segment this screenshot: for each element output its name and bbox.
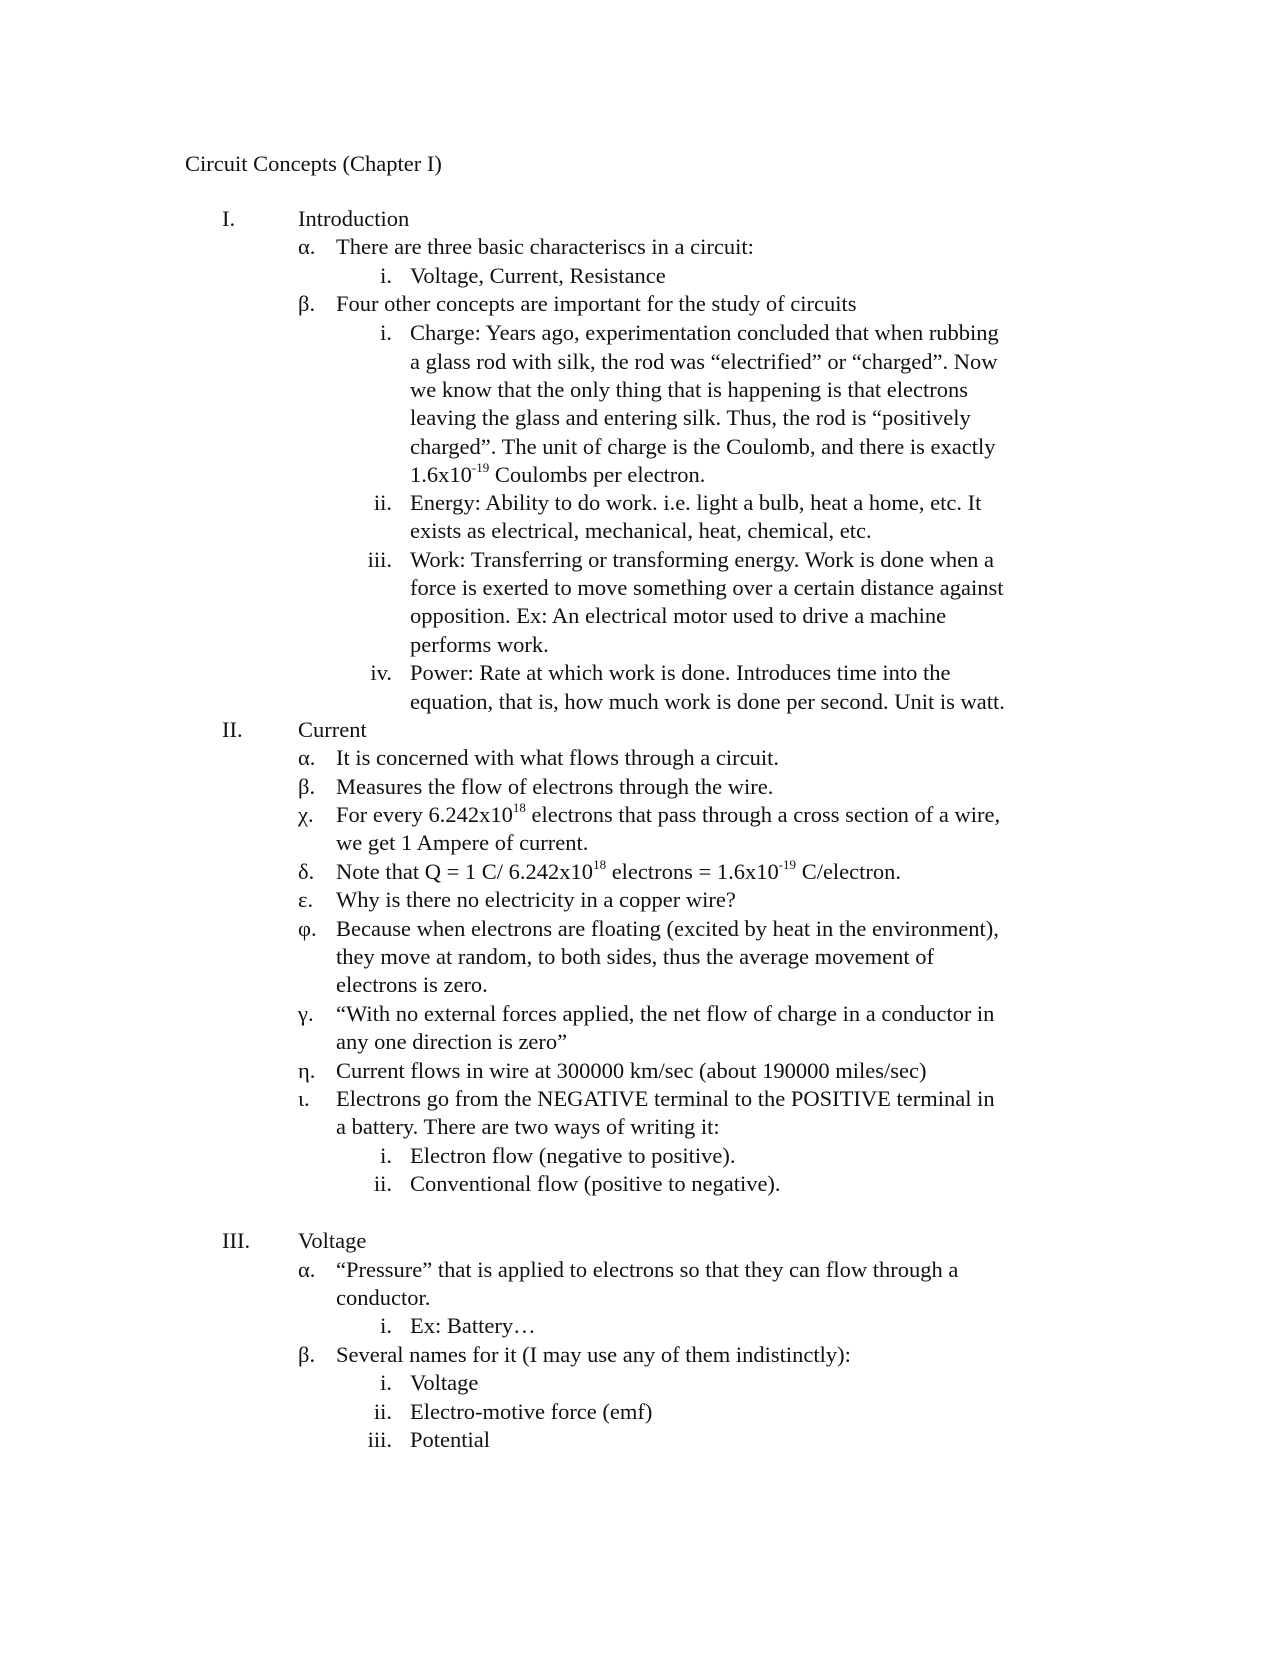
list-marker: α. [298, 234, 316, 259]
sublist-item-text: Voltage [410, 1370, 479, 1395]
formula-exponent: 18 [512, 799, 526, 815]
sublist-item-line [410, 461, 1100, 490]
sublist-item-text: Electro-motive force (emf) [410, 1399, 653, 1424]
list-marker: η. [298, 1058, 316, 1083]
formula-exponent: -19 [778, 856, 797, 872]
list-marker: β. [298, 291, 316, 316]
list-item-line: we get 1 Ampere of current. [336, 830, 589, 855]
sublist-marker: i. [380, 1370, 392, 1395]
sublist-item-text: Voltage, Current, Resistance [410, 263, 666, 288]
sublist-marker: i. [380, 1313, 392, 1338]
text-fragment: electrons that pass through a cross section of a wire, [525, 802, 1001, 827]
list-item-line: they move at random, to both sides, thus the average movement of [336, 944, 934, 969]
list-item-line [336, 858, 1096, 887]
list-item-line: Electrons go from the NEGATIVE terminal to the POSITIVE terminal in [336, 1086, 995, 1111]
sublist-item-text: Ex: Battery… [410, 1313, 536, 1338]
sublist-marker: iii. [367, 1427, 392, 1452]
list-marker: ι. [298, 1086, 310, 1111]
sublist-marker: iii. [367, 547, 392, 572]
sublist-marker: i. [380, 263, 392, 288]
section-heading: Introduction [298, 206, 410, 231]
sublist-item-line: equation, that is, how much work is done per second. Unit is watt. [410, 689, 1005, 714]
section-heading: Voltage [298, 1228, 367, 1253]
sublist-item-line: exists as electrical, mechanical, heat, chemical, etc. [410, 518, 872, 543]
sublist-item-line: performs work. [410, 632, 549, 657]
text-fragment: For every 6.242x10 [336, 802, 513, 827]
sublist-marker: i. [380, 320, 392, 345]
sublist-marker: i. [380, 1143, 392, 1168]
sublist-item-line: force is exerted to move something over a certain distance against [410, 575, 1004, 600]
sublist-item-line: Energy: Ability to do work. i.e. light a bulb, heat a home, etc. It [410, 490, 982, 515]
sublist-item-line: a glass rod with silk, the rod was “electrified” or “charged”. Now [410, 349, 998, 374]
section-numeral: III. [222, 1228, 251, 1253]
list-item-line: any one direction is zero” [336, 1029, 568, 1054]
sublist-item-line: charged”. The unit of charge is the Coulomb, and there is exactly [410, 434, 996, 459]
list-item-text: Measures the flow of electrons through the wire. [336, 774, 774, 799]
sublist-item-text: Electron flow (negative to positive). [410, 1143, 736, 1168]
list-item-line: conductor. [336, 1285, 431, 1310]
text-fragment: electrons = 1.6x10 [606, 859, 779, 884]
list-item-text: Four other concepts are important for the study of circuits [336, 291, 857, 316]
list-item-text: Why is there no electricity in a copper wire? [336, 887, 736, 912]
sublist-item-line: Power: Rate at which work is done. Introduces time into the [410, 660, 951, 685]
list-marker: α. [298, 1257, 316, 1282]
sublist-marker: ii. [373, 490, 392, 515]
list-item-text: Several names for it (I may use any of them indistinctly): [336, 1342, 851, 1367]
list-marker: χ. [298, 802, 314, 827]
list-marker: φ. [298, 916, 317, 941]
document-title: Circuit Concepts (Chapter I) [185, 151, 442, 176]
sublist-item-text: Potential [410, 1427, 490, 1452]
sublist-item-line: Work: Transferring or transforming energy. Work is done when a [410, 547, 994, 572]
section-numeral: I. [222, 206, 236, 231]
list-marker: β. [298, 774, 316, 799]
text-fragment: Note that Q = 1 C/ 6.242x10 [336, 859, 594, 884]
list-marker: β. [298, 1342, 316, 1367]
list-marker: γ. [298, 1001, 314, 1026]
list-item-text: It is concerned with what flows through a circuit. [336, 745, 780, 770]
list-item-line: “Pressure” that is applied to electrons so that they can flow through a [336, 1257, 959, 1282]
formula-base: 1.6x10 [410, 462, 472, 487]
list-marker: ε. [298, 887, 314, 912]
list-item-line: “With no external forces applied, the net flow of charge in a conductor in [336, 1001, 995, 1026]
list-marker: δ. [298, 859, 315, 884]
formula-rest: Coulombs per electron. [489, 462, 706, 487]
list-item-line: Because when electrons are floating (excited by heat in the environment), [336, 916, 999, 941]
list-marker: α. [298, 745, 316, 770]
list-item-line [336, 801, 1096, 830]
list-item-text: Current flows in wire at 300000 km/sec (about 190000 miles/sec) [336, 1058, 927, 1083]
sublist-marker: ii. [373, 1399, 392, 1424]
list-item-line: electrons is zero. [336, 972, 488, 997]
sublist-item-line: leaving the glass and entering silk. Thus, the rod is “positively [410, 405, 971, 430]
sublist-item-line: we know that the only thing that is happening is that electrons [410, 377, 969, 402]
list-item-text: There are three basic characteriscs in a circuit: [336, 234, 754, 259]
sublist-marker: iv. [370, 660, 392, 685]
sublist-item-line: Charge: Years ago, experimentation concluded that when rubbing [410, 320, 999, 345]
sublist-item-line: opposition. Ex: An electrical motor used to drive a machine [410, 603, 947, 628]
list-item-line: a battery. There are two ways of writing it: [336, 1114, 720, 1139]
formula-exponent: -19 [471, 459, 490, 475]
section-numeral: II. [222, 717, 243, 742]
sublist-marker: ii. [373, 1171, 392, 1196]
formula-exponent: 18 [593, 856, 607, 872]
text-fragment: C/electron. [796, 859, 902, 884]
section-heading: Current [298, 717, 367, 742]
sublist-item-text: Conventional flow (positive to negative). [410, 1171, 781, 1196]
